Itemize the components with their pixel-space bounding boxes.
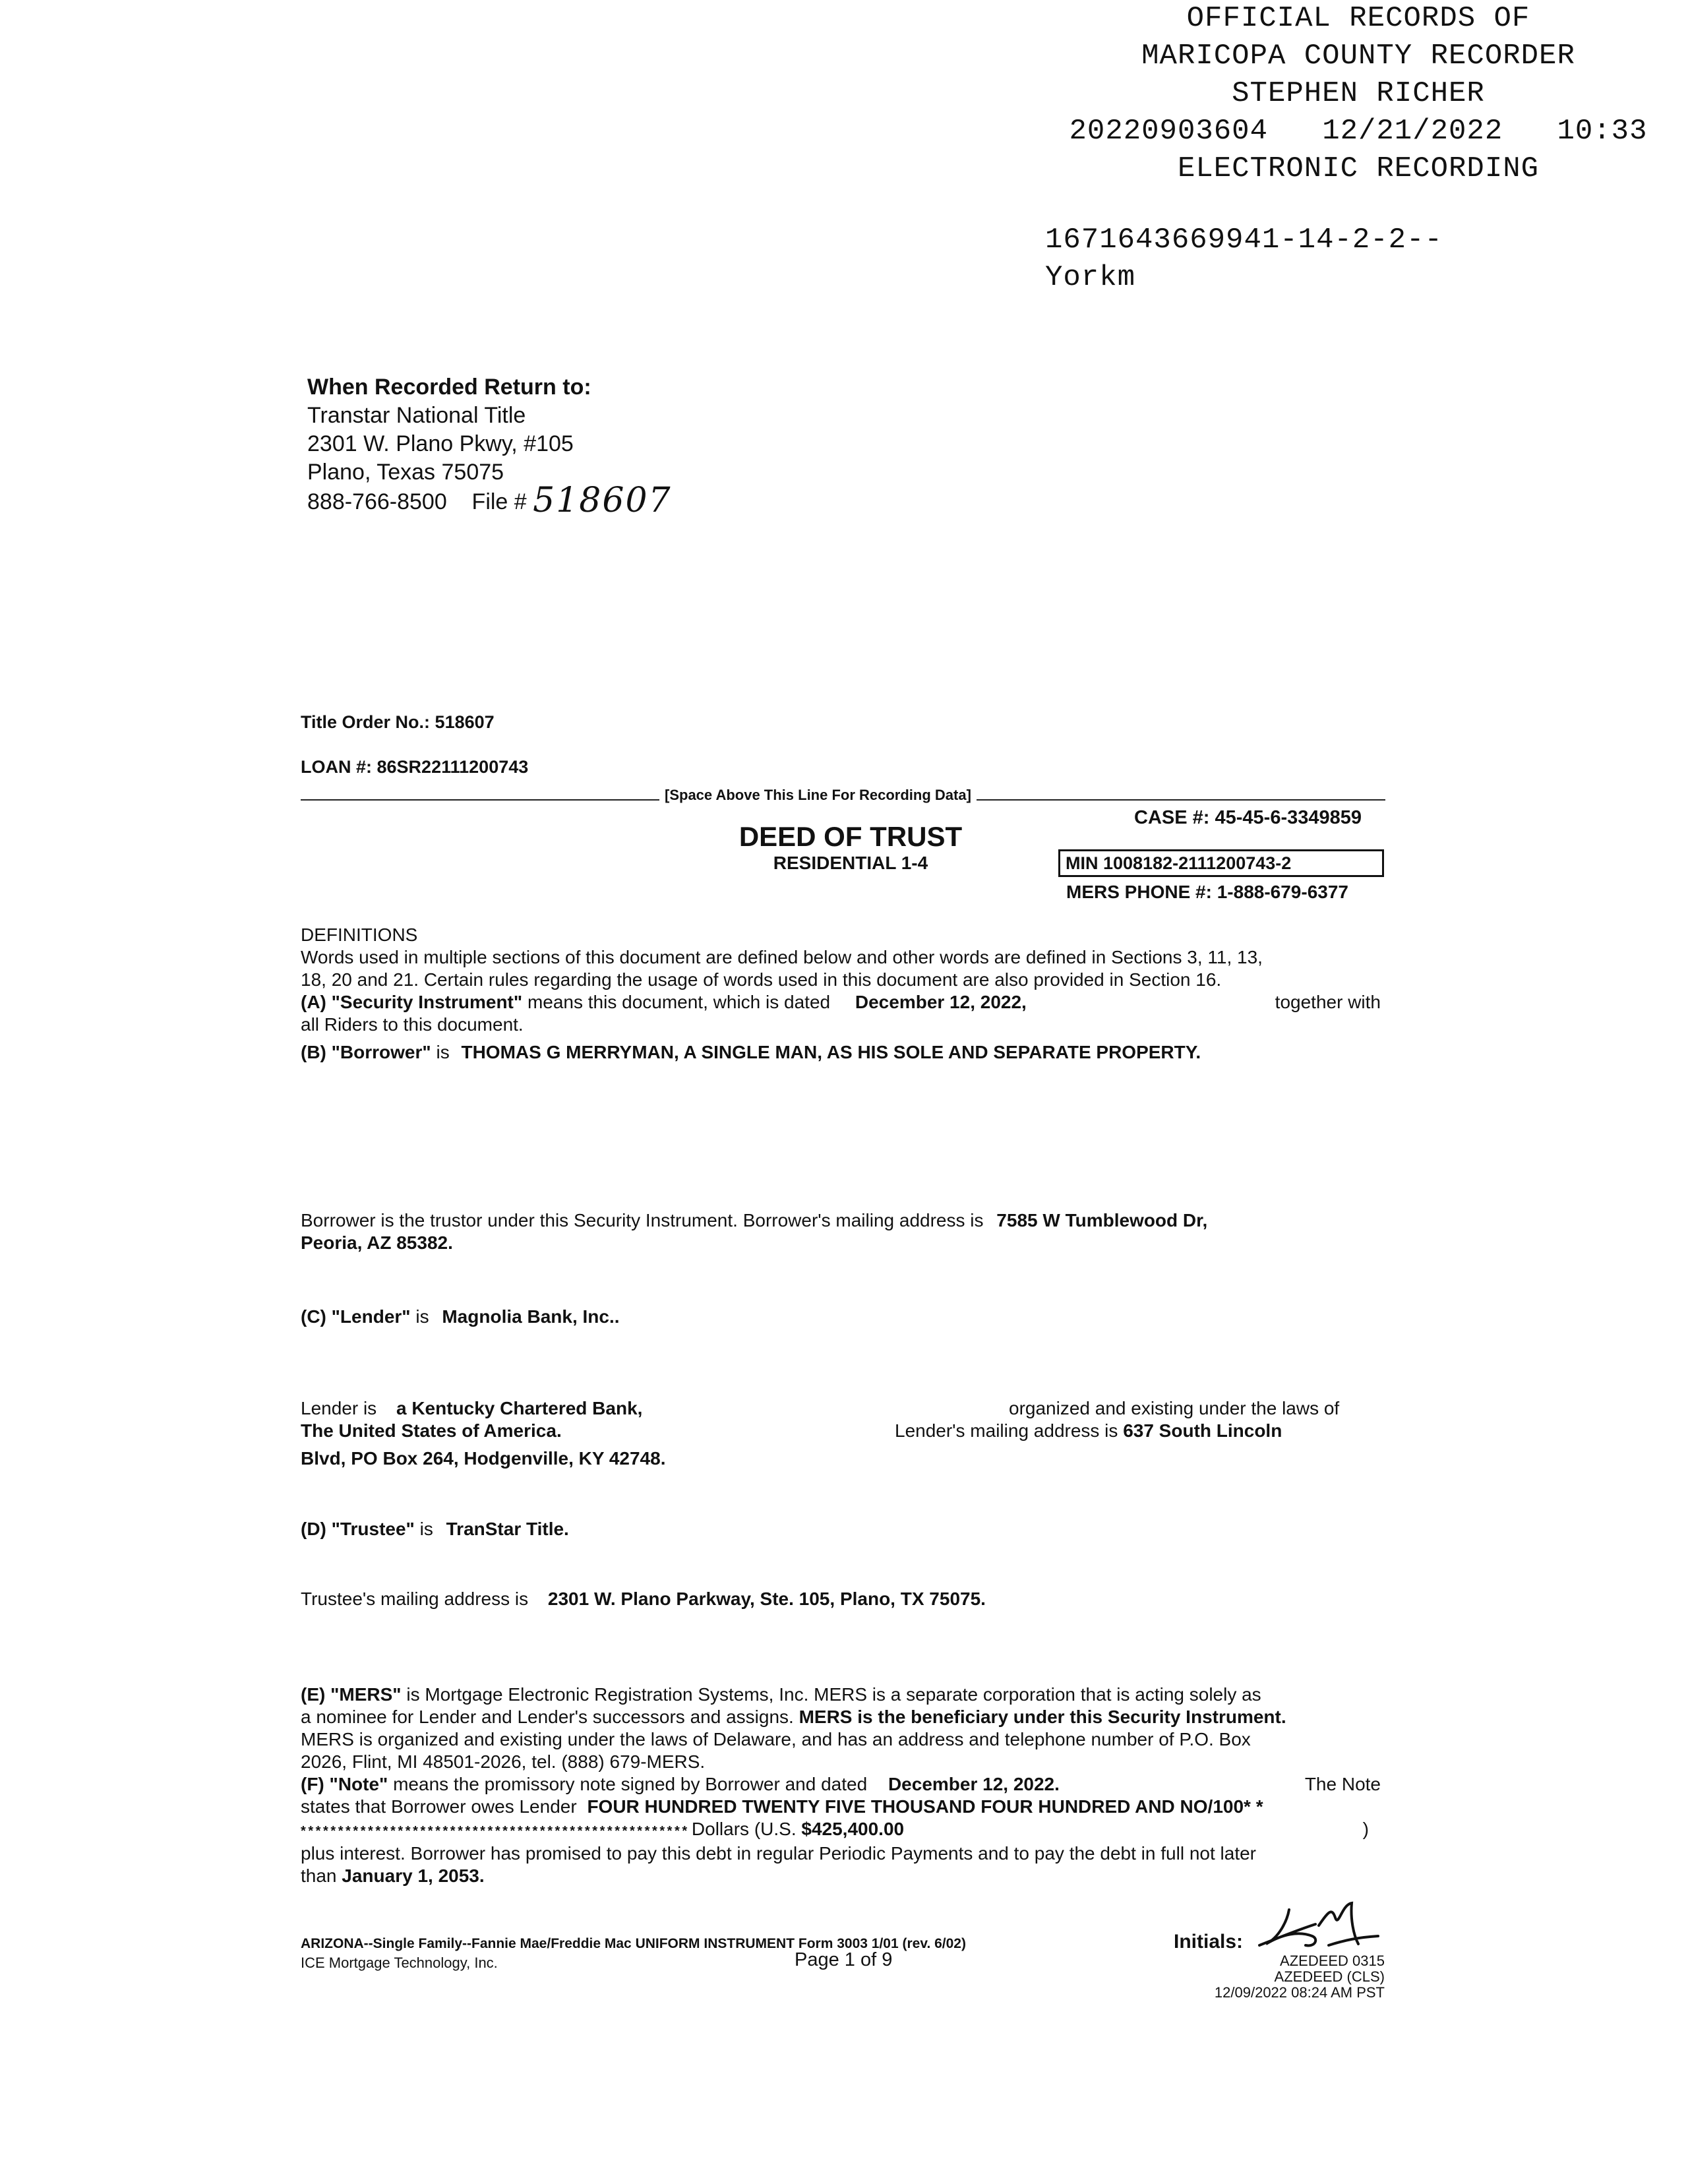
definition-e-line-2a: a nominee for Lender and Lender's successors and assigns. — [301, 1707, 794, 1727]
recorder-line-1: OFFICIAL RECORDS OF — [1186, 2, 1530, 35]
definition-f-line-2a: states that Borrower owes Lender — [301, 1796, 577, 1817]
definition-e-line-3: MERS is organized and existing under the laws of Delaware, and has an address and telephone number of P.O. Box — [301, 1729, 1251, 1749]
definition-d — [301, 1518, 569, 1540]
definition-f-tail: The Note — [1304, 1774, 1381, 1794]
footer-form-line: ARIZONA--Single Family--Fannie Mae/Freddie Mac UNIFORM INSTRUMENT Form 3003 1/01 (rev. 6/02) — [301, 1936, 966, 1951]
borrower-address-line-1: 7585 W Tumblewood Dr, — [996, 1210, 1208, 1230]
loan-line — [301, 757, 528, 777]
definition-f-stars: * * * * * * * * * * * * * * * * * * * * * * * * * * * * * * * * * * * * * * * * * * * * * * * * * * * * — [301, 1824, 687, 1838]
definition-a — [301, 991, 1389, 1036]
definition-f-line-2 — [301, 1796, 1389, 1818]
definition-b-prefix: (B) — [301, 1042, 326, 1062]
footer-page: Page 1 of 9 — [795, 1949, 893, 1970]
definition-b-is: is — [436, 1042, 450, 1062]
definition-c-term: "Lender" — [331, 1306, 411, 1327]
footer-code-2: AZEDEED (CLS) — [1274, 1968, 1385, 1985]
lender-country: The United States of America. — [301, 1420, 562, 1441]
trustee-address-text: Trustee's mailing address is — [301, 1589, 529, 1609]
definition-f-text: means the promissory note signed by Borrower and dated — [393, 1774, 868, 1794]
lender-is-label: Lender is — [301, 1398, 377, 1418]
definition-a-line-2: all Riders to this document. — [301, 1014, 524, 1035]
trustee-address: 2301 W. Plano Parkway, Ste. 105, Plano, TX 75075. — [547, 1589, 986, 1609]
borrower-address-line-2: Peoria, AZ 85382. — [301, 1232, 453, 1253]
lender-organized-text: organized and existing under the laws of — [1009, 1398, 1340, 1418]
definition-e-line-4: 2026, Flint, MI 48501-2026, tel. (888) 679-MERS. — [301, 1751, 706, 1772]
definition-a-date: December 12, 2022, — [855, 992, 1027, 1012]
definition-a-text: means this document, which is dated — [527, 992, 831, 1012]
definition-f-line-5 — [301, 1865, 1389, 1887]
definition-d-prefix: (D) — [301, 1519, 326, 1539]
borrower-address-text: Borrower is the trustor under this Security Instrument. Borrower's mailing address is — [301, 1210, 984, 1230]
lender-address-text: Lender's mailing address is — [895, 1420, 1118, 1441]
definition-d-is: is — [419, 1519, 433, 1539]
lender-address-line-1: 637 South Lincoln — [1123, 1420, 1282, 1441]
recorder-line-5: ELECTRONIC RECORDING — [1177, 152, 1540, 185]
definition-e — [301, 1684, 1389, 1773]
title-order-line — [301, 712, 495, 733]
definition-a-prefix: (A) — [301, 992, 326, 1012]
mers-phone-label: MERS PHONE #: — [1066, 882, 1212, 902]
recorder-header — [1029, 0, 1688, 188]
lender-type: a Kentucky Chartered Bank, — [396, 1398, 643, 1418]
loan-number: 86SR22111200743 — [377, 757, 529, 777]
document-title: DEED OF TRUST — [738, 821, 963, 852]
loan-label: LOAN #: — [301, 757, 372, 777]
definition-b — [301, 1041, 1389, 1064]
definitions-intro — [301, 924, 1389, 991]
lender-type-line — [301, 1397, 642, 1420]
definition-f-prefix: (F) — [301, 1774, 324, 1794]
definition-e-line-1 — [301, 1684, 1389, 1706]
lender-address-line-2: Blvd, PO Box 264, Hodgenville, KY 42748. — [301, 1448, 666, 1469]
definition-a-term: "Security Instrument" — [331, 992, 523, 1012]
recorder-line-3: STEPHEN RICHER — [1232, 77, 1485, 110]
definition-a-tail: together with — [1275, 992, 1381, 1012]
definition-f-paren: ) — [1362, 1819, 1369, 1839]
return-to-line-1: Transtar National Title — [307, 403, 526, 428]
definitions-intro-line-2: 18, 20 and 21. Certain rules regarding the usage of words used in this document are also provided in Section 16. — [301, 969, 1222, 990]
title-order-number: 518607 — [435, 712, 495, 732]
footer-company: ICE Mortgage Technology, Inc. — [301, 1955, 498, 1971]
lender-name: Magnolia Bank, Inc.. — [442, 1306, 620, 1327]
note-date: December 12, 2022. — [888, 1774, 1060, 1794]
definition-e-text: is Mortgage Electronic Registration Systems, Inc. MERS is a separate corporation that is acting solely as — [406, 1684, 1261, 1705]
loan-amount-words: FOUR HUNDRED TWENTY FIVE THOUSAND FOUR HUNDRED AND NO/100* * — [587, 1796, 1263, 1817]
title-order-label: Title Order No.: — [301, 712, 431, 732]
recorder-line-4: 20220903604 12/21/2022 10:33 — [1069, 115, 1648, 148]
document-subtitle: RESIDENTIAL 1-4 — [773, 853, 928, 873]
return-to-block — [307, 373, 672, 520]
case-number: 45-45-6-3349859 — [1215, 807, 1362, 828]
definition-c-prefix: (C) — [301, 1306, 326, 1327]
case-line — [1134, 807, 1362, 829]
definitions-intro-line-1: Words used in multiple sections of this document are defined below and other words are defined in Sections 3, 11, 13, — [301, 947, 1263, 967]
definition-d-term: "Trustee" — [331, 1519, 415, 1539]
case-label: CASE #: — [1134, 807, 1210, 828]
definition-f — [301, 1773, 1389, 1887]
definition-f-line-3 — [301, 1818, 1389, 1842]
maturity-date: January 1, 2053. — [342, 1866, 485, 1886]
definition-f-line-4: plus interest. Borrower has promised to pay this debt in regular Periodic Payments and to pay the debt in full not later — [301, 1843, 1256, 1864]
loan-amount: $425,400.00 — [801, 1819, 905, 1839]
min-box: MIN 1008182-2111200743-2 — [1058, 849, 1384, 877]
return-to-phone: 888-766-8500 — [307, 489, 447, 514]
recorder-line-2: MARICOPA COUNTY RECORDER — [1141, 40, 1575, 73]
return-to-heading: When Recorded Return to: — [307, 375, 591, 400]
definition-e-line-2b: MERS is the beneficiary under this Security Instrument. — [799, 1707, 1286, 1727]
file-number-label: File # — [471, 489, 527, 514]
footer-code-3: 12/09/2022 08:24 AM PST — [1214, 1984, 1385, 2001]
return-to-phone-line — [307, 481, 672, 520]
initials-signature — [1253, 1898, 1391, 1957]
definition-e-term: "MERS" — [330, 1684, 402, 1705]
return-to-line-2: 2301 W. Plano Pkwy, #105 — [307, 431, 574, 456]
recording-space-note: [Space Above This Line For Recording Data] — [659, 787, 977, 804]
trustee-name: TranStar Title. — [446, 1519, 569, 1539]
borrower-address-block — [301, 1209, 1389, 1254]
definitions-heading: DEFINITIONS — [301, 925, 418, 945]
definition-f-dollars: Dollars (U.S. — [691, 1819, 797, 1839]
borrower-name: THOMAS G MERRYMAN, A SINGLE MAN, AS HIS SOLE AND SEPARATE PROPERTY. — [461, 1042, 1201, 1062]
file-number-handwritten: 518607 — [533, 481, 672, 520]
mers-phone-number: 1-888-679-6377 — [1217, 882, 1348, 902]
title-block — [686, 820, 1015, 873]
initials-label: Initials: — [1174, 1931, 1244, 1953]
definition-c-is: is — [415, 1306, 429, 1327]
mers-phone-line — [1066, 882, 1348, 903]
definition-f-line-5a: than — [301, 1866, 337, 1886]
trustee-address-line — [301, 1588, 986, 1610]
recording-id-line-1: 1671643669941-14-2-2-- — [1045, 224, 1443, 257]
footer-code-1: AZEDEED 0315 — [1280, 1953, 1385, 1969]
definition-e-line-2 — [301, 1706, 1389, 1728]
definition-b-term: "Borrower" — [331, 1042, 431, 1062]
footer-codes — [1187, 1953, 1385, 2001]
definition-c — [301, 1306, 620, 1328]
return-to-line-3: Plano, Texas 75075 — [307, 460, 504, 485]
lender-address-line — [895, 1420, 1282, 1442]
definition-e-prefix: (E) — [301, 1684, 326, 1705]
definition-f-term: "Note" — [329, 1774, 388, 1794]
definition-f-line-1 — [301, 1773, 1389, 1796]
recording-id — [1045, 222, 1443, 297]
recording-id-line-2: Yorkm — [1045, 261, 1136, 294]
